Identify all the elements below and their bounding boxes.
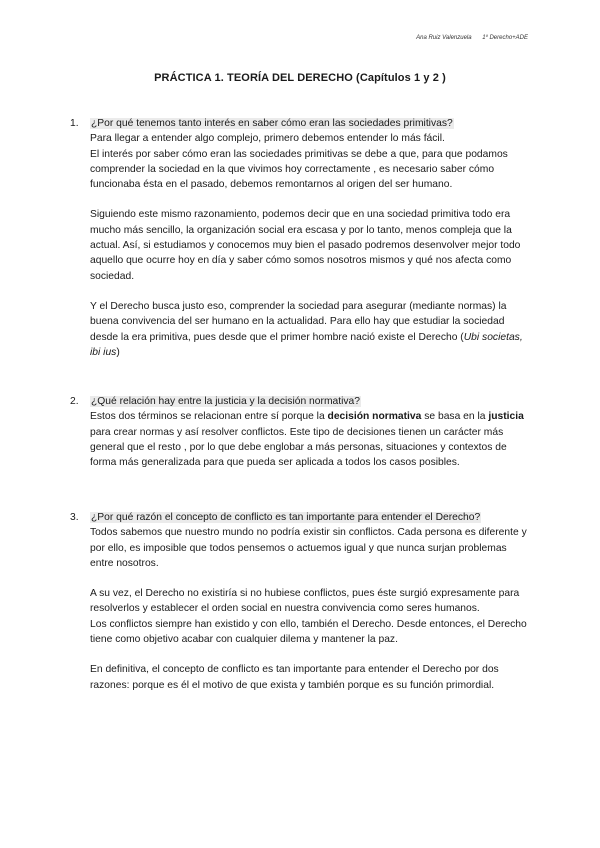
question-section-2 xyxy=(70,394,530,470)
answer-text: se basa en la xyxy=(421,411,489,423)
answer-text: Y el Derecho busca justo eso, comprender la sociedad para asegurar (mediante normas) la buena convivencia del ser humano en la actualidad. Para ello hay que estudiar la sociedad desde la era primitiva, pues desde que el primer hombre nació existe el Derecho ( xyxy=(90,300,507,343)
page-header xyxy=(407,35,528,41)
answer-text: ) xyxy=(116,346,120,358)
question-text: ¿Qué relación hay entre la justicia y la decisión normativa? xyxy=(91,396,360,407)
question-row xyxy=(70,116,530,131)
answer-block xyxy=(90,409,530,470)
question-row xyxy=(70,394,530,409)
question-number: 1. xyxy=(70,118,79,129)
document-title: PRÁCTICA 1. TEORÍA DEL DERECHO (Capítulos 1 y 2 ) xyxy=(154,72,446,84)
answer-block xyxy=(90,525,530,693)
question-number: 3. xyxy=(70,512,79,523)
bold-term: decisión normativa xyxy=(327,411,422,423)
course-name: 1º Derecho+ADE xyxy=(482,35,528,41)
answer-paragraph: Siguiendo este mismo razonamiento, podemos decir que en una sociedad primitiva todo era mucho más sencillo, la organización social era escasa y por lo tanto, menos compleja que la actual. Así, si estudiamos y conocemos muy bien el pasado podremos desenvolver mejor todo aquello que ocurre hoy en día y saber cómo somos nosotros mismos y qué nos afecta como sociedad. xyxy=(90,209,521,282)
answer-text: Estos dos términos se relacionan entre sí porque la xyxy=(90,411,328,423)
question-text: ¿Por qué razón el concepto de conflicto es tan importante para entender el Derecho? xyxy=(91,512,481,523)
question-section-3 xyxy=(70,510,530,693)
question-section-1 xyxy=(70,116,530,360)
answer-paragraph: En definitiva, el concepto de conflicto es tan importante para entender el Derecho por dos razones: porque es él el motivo de que exista y también porque es su función primordial. xyxy=(90,664,499,691)
answer-paragraph: Todos sabemos que nuestro mundo no podría existir sin conflictos. Cada persona es diferente y por ello, es imposible que todos pensemos o actuemos igual y que nunca surjan problemas entre nosotros. xyxy=(90,527,527,569)
answer-paragraph: Para llegar a entender algo complejo, primero debemos entender lo más fácil. xyxy=(90,133,445,145)
question-number: 2. xyxy=(70,396,79,407)
answer-block xyxy=(90,131,530,360)
answer-paragraph: El interés por saber cómo eran las sociedades primitivas se debe a que, para que podamos comprender la sociedad en la que vivimos hoy correctamente , es necesario saber cómo funcionaba ésta en el pasado, debemos remontarnos al origen del ser humano. xyxy=(90,148,508,191)
answer-paragraph xyxy=(90,299,530,360)
author-name: Ana Ruiz Valenzuela xyxy=(416,35,472,41)
answer-paragraph xyxy=(90,409,530,470)
question-text: ¿Por qué tenemos tanto interés en saber cómo eran las sociedades primitivas? xyxy=(91,118,453,129)
answer-paragraph: Los conflictos siempre han existido y con ello, también el Derecho. Desde entonces, el Derecho tiene como objetivo acabar con cualquier dilema y mantener la paz. xyxy=(90,618,527,646)
bold-term: justicia xyxy=(488,411,524,423)
answer-text: para crear normas y así resolver conflictos. Este tipo de decisiones tienen un carácter más general que el resto , por lo que debe englobar a más personas, situaciones y contextos de forma más generalizada para que pueda ser aplicada a todos los casos posibles. xyxy=(90,426,507,469)
question-row xyxy=(70,510,530,525)
answer-paragraph: A su vez, el Derecho no existiría si no hubiese conflictos, pues éste surgió expresamente para resolverlos y establecer el orden social en nuestra convivencia como seres humanos. xyxy=(90,588,520,615)
latin-phrase: Ubi societas, ibi ius xyxy=(90,331,523,358)
